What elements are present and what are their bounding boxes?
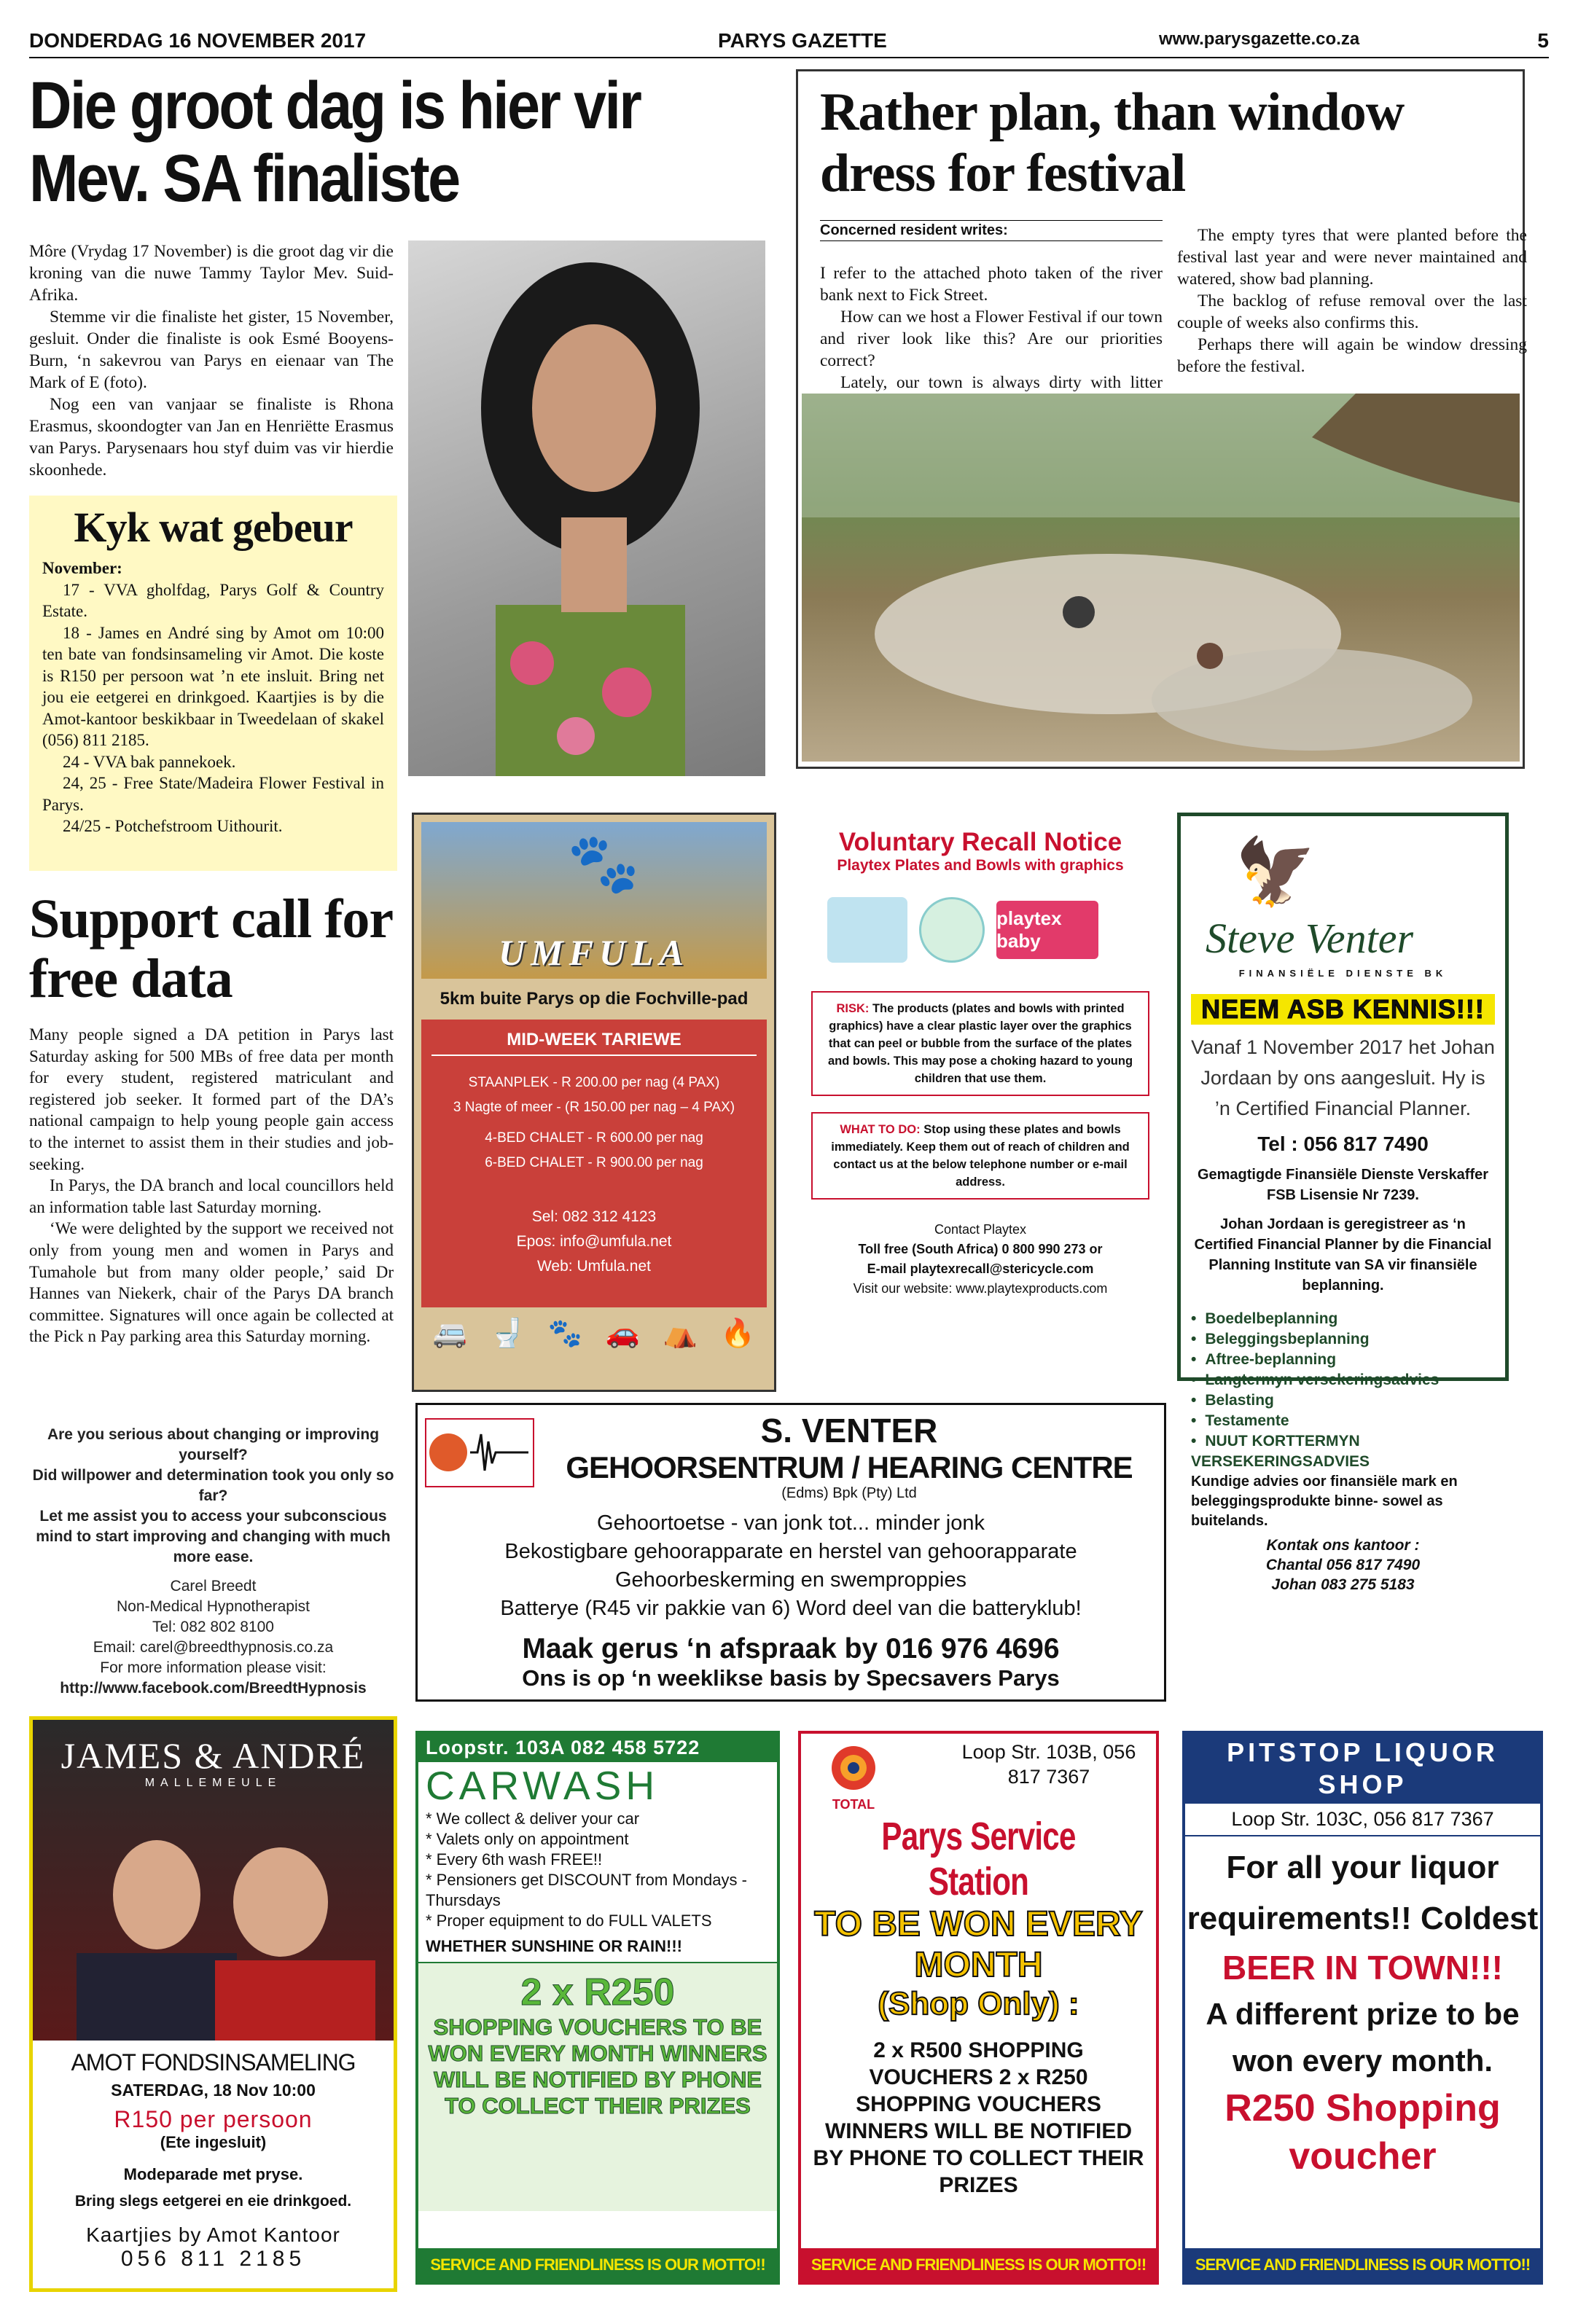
support-headline: Support call for free data: [29, 888, 392, 1009]
hypno-ad: Are you serious about changing or improving yourself? Did willpower and determination took you only so far? Let me assist you to access your subconscious mind to start improving and changing with much more ease. Carel Breedt Non-Medical Hypnotherapist Tel: 082 802 8100 Email: carel@breedthypnosis.co.za For more information please visit: http://www.facebook.com/BreedtHypnosis: [32, 1426, 394, 1697]
amot-tickets: Kaartjies by Amot Kantoor: [86, 2223, 340, 2246]
umfula-logo: UMFULA: [499, 932, 690, 973]
finalist-photo: [408, 240, 765, 776]
service-item: • NUUT KORTTERMYN VERSEKERINGSADVIES: [1191, 1431, 1495, 1472]
playtex-logo: playtex baby: [996, 901, 1098, 959]
pitstop-voucher: R250 Shopping voucher: [1224, 2087, 1501, 2178]
venter-intro: Vanaf 1 November 2017 het Johan Jordaan by ons aangesluit. Hy is ’n Certified Financial Planner.: [1191, 1036, 1495, 1119]
service-name: Parys Service Station: [881, 1815, 1076, 1904]
pitstop-l2: A different prize to be won every month.: [1206, 1997, 1520, 2078]
kyk-item: 17 - VVA gholfdag, Parys Golf & Country Estate.: [42, 580, 384, 620]
carwash-prize: SHOPPING VOUCHERS TO BE WON EVERY MONTH WINNERS WILL BE NOTIFIED BY PHONE TO COLLECT THEIR PRIZES: [428, 2014, 767, 2118]
ear-wave-icon: [425, 1418, 534, 1487]
service-address: Loop Str. 103B, 056 817 7367: [961, 1741, 1136, 1788]
total-logo: TOTAL: [810, 1742, 897, 1808]
service-shop: (Shop Only) :: [878, 1986, 1079, 2022]
kyk-item: 18 - James en André sing by Amot om 10:00 ten bate van fondsinsameling vir Amot. Die koste is R150 per persoon wat ’n ete insluit. Bring net jou eie eetgerei en drinkgoed. Kaartjies is by die Amot-kantoor beskikbaar in Tweedelaan of skakel (056) 811 2185.: [42, 623, 384, 749]
recall-email: E-mail playtexrecall@stericycle.com: [867, 1261, 1094, 1276]
tent-icon: ⛺: [663, 1318, 698, 1349]
hearing-weekly: Ons is op ‘n weeklikse basis by Specsavers Parys: [522, 1665, 1060, 1691]
service-item: • Boedelbeplanning: [1191, 1309, 1495, 1329]
umfula-icons: [421, 1318, 767, 1350]
amot-ad: [29, 1716, 397, 2292]
venter-cfp: Johan Jordaan is geregistreer as ‘n Certified Financial Planner by die Financial Planning Institute van SA vir finansiële beplanning.: [1194, 1216, 1492, 1294]
recall-title: Voluntary Recall Notice: [838, 828, 1122, 856]
venter-tel: Tel : 056 817 7490: [1257, 1132, 1429, 1155]
website: www.parysgazette.co.za: [1159, 29, 1360, 49]
finalist-headline: Die groot dag is hier vir Mev. SA finaliste: [29, 69, 641, 216]
page-header: [29, 29, 1549, 58]
recall-risk: RISK: The products (plates and bowls with printed graphics) have a clear plastic layer over the graphics that can peel or bubble from the surface of the plates and bowls. This may pose a choking hazard to young children that use them.: [811, 991, 1149, 1096]
service-motto: SERVICE AND FRIENDLINESS IS OUR MOTTO!!: [801, 2248, 1156, 2282]
carwash-motto: SERVICE AND FRIENDLINESS IS OUR MOTTO!!: [418, 2248, 777, 2282]
pet-icon: 🐾: [547, 1318, 583, 1349]
pitstop-motto: SERVICE AND FRIENDLINESS IS OUR MOTTO!!: [1185, 2248, 1540, 2282]
carwash-weather: WHETHER SUNSHINE OR RAIN!!!: [418, 1931, 777, 1963]
umfula-ad: [412, 813, 776, 1392]
recall-product: [827, 886, 1133, 974]
paw-icon: 🐾: [567, 832, 640, 896]
recall-phone: Toll free (South Africa) 0 800 990 273 or: [858, 1242, 1103, 1256]
fire-icon: 🔥: [720, 1318, 756, 1349]
amot-price: R150 per persoon: [114, 2106, 313, 2132]
pitstop-beer: BEER IN TOWN!!!: [1222, 1949, 1503, 1987]
support-body: Many people signed a DA petition in Parys last Saturday asking for 500 MBs of free data per month for every student, registered matriculant and registered job seeker. It formed part of the DA’s national campaign to help young people gain access to the internet to assist them in their studies and job-seeking. In Parys, the DA branch and local councillors held an information table last Saturday morning. ‘We were delighted by the support we received not only from young men and women in Parys and Tumahole but from many older people,’ said Dr Hannes van Niekerk, chair of the Parys DA branch committee. Signatures will once again be collected at the Pick n Pay parking area this Saturday morning.: [29, 1025, 394, 1346]
rather-col2: The empty tyres that were planted before the festival last year and were never maintained and watered, show bad planning. The backlog of refuse removal over the last couple of weeks also confirms this. Perhaps there will again be window dressing before the festival.: [1177, 226, 1527, 376]
hearing-name: S. VENTER: [760, 1412, 938, 1449]
amot-bring: Bring slegs eetgerei en eie drinkgoed.: [74, 2193, 352, 2210]
service-item: • Aftree-beplanning: [1191, 1350, 1495, 1370]
service-item: • Langtermyn versekeringsadvies: [1191, 1370, 1495, 1390]
service-item: • Belasting: [1191, 1390, 1495, 1411]
amot-photo: JAMES & ANDRÉ MALLEMEULE: [33, 1720, 394, 2041]
kyk-box: [29, 496, 397, 871]
service-prizes: 2 x R500 SHOPPING VOUCHERS 2 x R250 SHOPPING VOUCHERS WINNERS WILL BE NOTIFIED BY PHONE TO COLLECT THEIR PRIZES: [813, 2038, 1144, 2197]
eagle-icon: 🦅: [1235, 836, 1317, 909]
carwash-top: Loopstr. 103A 082 458 5722: [418, 1734, 777, 1762]
service-item: • Beleggingsbeplanning: [1191, 1329, 1495, 1350]
litter-photo: [802, 394, 1520, 762]
hearing-appointment: Maak gerus ‘n afspraak by 016 976 4696: [522, 1633, 1060, 1664]
venter-logo: 🦅 Steve Venter FINANSIËLE DIENSTE BK: [1191, 826, 1495, 987]
car-icon: 🚗: [605, 1318, 641, 1349]
venter-banner: NEEM ASB KENNIS!!!: [1191, 994, 1495, 1025]
amot-date: SATERDAG, 18 Nov 10:00: [111, 2081, 316, 2100]
venter-fin-ad: 🦅 Steve Venter FINANSIËLE DIENSTE BK NEEM ASB KENNIS!!! Vanaf 1 November 2017 het Johan Jordaan by ons aangesluit. Hy is ’n Certified Financial Planner. Tel : 056 817 7490 Gemagtigde Finansiële Dienste Verskaffer FSB Lisensie Nr 7239. Johan Jordaan is geregistreer as ‘n Certified Financial Planner by die Financial Planning Institute van SA vir finansiële beplanning. • Boedelbeplanning • Beleggingsbeplanning • Aftree-beplanning • Langtermyn versekeringsadvies • Belasting • Testamente • NUUT KORTTERMYN VERSEKERINGSADVIES Kundige advies oor finansiële mark en beleggingsprodukte binne- sowel as buitelands. Kontak ons kantoor : Chantal 056 817 7490 Johan 083 275 5183: [1177, 813, 1509, 1381]
hearing-sub: (Edms) Bpk (Pty) Ltd: [781, 1485, 917, 1501]
rather-byline: Concerned resident writes:: [820, 220, 1163, 241]
recall-contact: Contact Playtex: [934, 1222, 1027, 1237]
recall-todo: WHAT TO DO: Stop using these plates and bowls immediately. Keep them out of reach of children and contact us at the below telephone number or e-mail address.: [811, 1112, 1149, 1200]
umfula-rates: MID-WEEK TARIEWE STAANPLEK - R 200.00 per nag (4 PAX) 3 Nagte of meer - (R 150.00 per nag – 4 PAX) 4-BED CHALET - R 600.00 per nag 6-BED CHALET - R 900.00 per nag Sel: 082 312 4123 Epos: info@umfula.net Web: Umfula.net: [421, 1020, 767, 1307]
pitstop-address: Loop Str. 103C, 056 817 7367: [1185, 1804, 1540, 1836]
recall-subtitle: Playtex Plates and Bowls with graphics: [837, 857, 1124, 874]
kyk-item: 24 - VVA bak pannekoek.: [63, 752, 236, 771]
pitstop-title: PITSTOP LIQUOR SHOP: [1185, 1734, 1540, 1804]
venter-fsb: Gemagtigde Finansiële Dienste Verskaffer FSB Lisensie Nr 7239.: [1197, 1167, 1489, 1203]
kyk-item: 24, 25 - Free State/Madeira Flower Festival in Parys.: [42, 774, 384, 814]
recall-ad: [798, 823, 1163, 1392]
finalist-body: Môre (Vrydag 17 November) is die groot dag vir die kroning van die nuwe Tammy Taylor Mev. Suid-Afrika. Stemme vir die finaliste het gister, 15 November, gesluit. Onder die finaliste is ook Esmé Booyens-Burn, ‘n sakevrou van Parys en eienaar van The Mark of E (foto). Nog een van vanjaar se finaliste is Rhona Erasmus, skoondogter van Jan en Henriëtte Erasmus van Parys. Parysenaars hou styf duim vas vir hierdie skoonhede.: [29, 242, 394, 480]
rather-col1: I refer to the attached photo taken of the river bank next to Fick Street. How can we host a Flower Festival if our town and river look like this? Are our priorities correct? Lately, our town is always dirty with litter: [820, 264, 1163, 392]
kyk-month: November:: [42, 559, 122, 577]
hearing-title: GEHOORSENTRUM / HEARING CENTRE: [566, 1450, 1133, 1484]
issue-date: DONDERDAG 16 NOVEMBER 2017: [29, 29, 367, 52]
recall-website: Visit our website: www.playtexproducts.com: [853, 1281, 1108, 1296]
kyk-title: Kyk wat gebeur: [74, 504, 353, 551]
carwash-prize-big: 2 x R250: [520, 1971, 675, 2014]
hearing-ad: S. VENTER GEHOORSENTRUM / HEARING CENTRE (Edms) Bpk (Pty) Ltd Gehoortoetse - van jonk tot... minder jonk Bekostigbare gehoorapparate en herstel van gehoorapparate Gehoorbeskerming en swemproppies Batterye (R45 vir pakkie van 6) Word deel van die batteryklub! Maak gerus ‘n afspraak by 016 976 4696 Ons is op ‘n weeklikse basis by Specsavers Parys: [415, 1403, 1166, 1702]
service-won: TO BE WON EVERY MONTH: [814, 1905, 1143, 1984]
kyk-item: 24/25 - Potchefstroom Uithourit.: [63, 817, 283, 835]
carwash-title: CARWASH: [426, 1763, 660, 1808]
service-ad: [798, 1731, 1159, 2285]
amot-incl: (Ete ingesluit): [160, 2133, 267, 2151]
pitstop-l1: For all your liquor requirements!! Coldest: [1187, 1850, 1539, 1936]
umfula-landscape: [421, 822, 767, 979]
umfula-location: 5km buite Parys op die Fochville-pad: [440, 989, 749, 1009]
amot-title: AMOT FONDSINSAMELING: [71, 2049, 356, 2075]
carwash-ad: Loopstr. 103A 082 458 5722 CARWASH * We collect & deliver your car * Valets only on appointment * Every 6th wash FREE!! * Pensioners get DISCOUNT from Mondays - Thursdays * Proper equipment to do FULL VALETS WHETHER SUNSHINE OR RAIN!!! 2 x R250 SHOPPING VOUCHERS TO BE WON EVERY MONTH WINNERS WILL BE NOTIFIED BY PHONE TO COLLECT THEIR PRIZES SERVICE AND FRIENDLINESS IS OUR MOTTO!!: [415, 1731, 780, 2285]
service-item: • Testamente: [1191, 1411, 1495, 1431]
page-number: 5: [1537, 29, 1549, 52]
paper-name: PARYS GAZETTE: [718, 29, 887, 52]
toilet-icon: 🚽: [490, 1318, 526, 1349]
venter-advice: Kundige advies oor finansiële mark en beleggingsprodukte binne- sowel as buitelands.: [1191, 1474, 1458, 1529]
rather-headline: Rather plan, than window dress for festival: [820, 82, 1405, 203]
caravan-icon: 🚐: [432, 1318, 468, 1349]
pitstop-ad: [1182, 1731, 1543, 2285]
amot-phone: 056 811 2185: [120, 2247, 306, 2271]
amot-parade: Modeparade met pryse.: [123, 2165, 303, 2183]
